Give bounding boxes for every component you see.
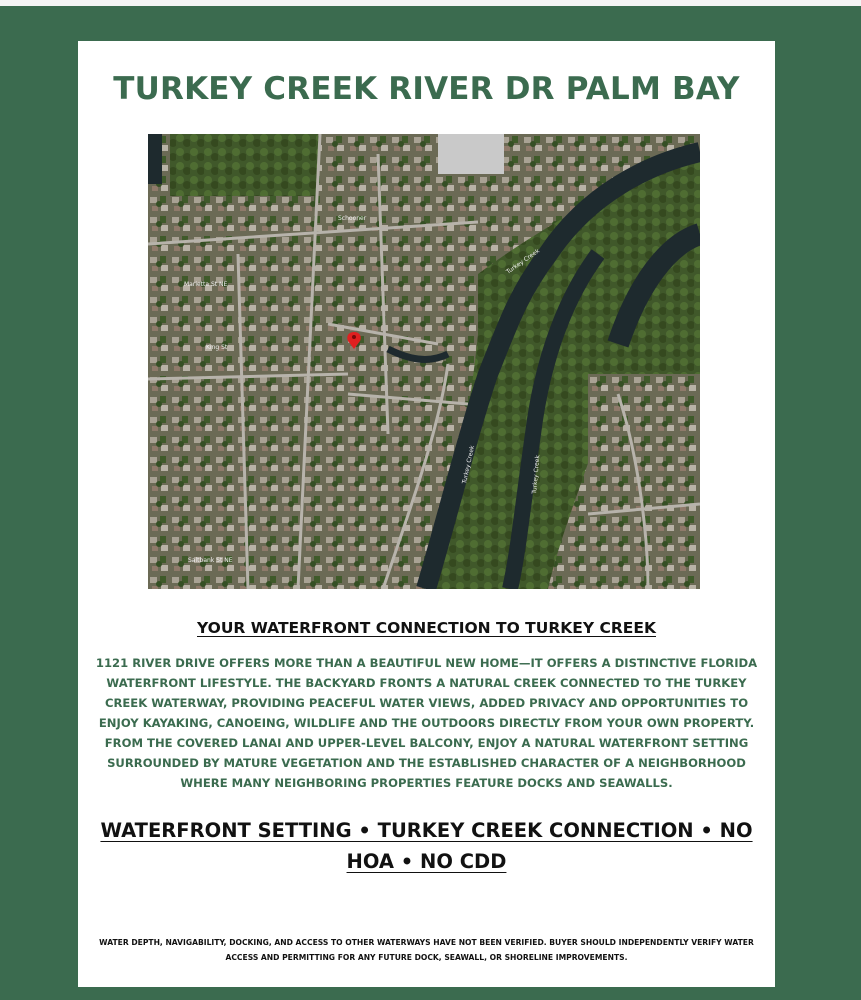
top-strip — [0, 0, 861, 6]
map-label-turkey-creek-2: Turkey Creek — [461, 444, 477, 485]
east-neighborhood — [588, 374, 700, 589]
map-label-saltbank: Saltbank St NE — [188, 557, 233, 564]
highlights-banner — [78, 815, 775, 877]
section-heading: YOUR WATERFRONT CONNECTION TO TURKEY CREEK — [197, 619, 656, 637]
map-label-king-st: King St — [206, 344, 228, 351]
commercial-building — [438, 134, 504, 174]
disclaimer-text: WATER DEPTH, NAVIGABILITY, DOCKING, AND ACCESS TO OTHER WATERWAYS HAVE NOT BEEN VERIFIED. BUYER SHOULD INDEPENDENTLY VERIFY WATER ACCESS AND PERMITTING FOR ANY FUTURE DOCK, SEAWALL, OR SHORELINE IMPROVEMENTS. — [99, 938, 754, 962]
forest-area — [170, 134, 318, 196]
description-paragraph-1: 1121 RIVER DRIVE OFFERS MORE THAN A BEAUTIFUL NEW HOME—IT OFFERS A DISTINCTIVE FLORIDA WATERFRONT LIFESTYLE. THE BACKYARD FRONTS A NATURAL CREEK CONNECTED TO THE TURKEY CREEK WATERWAY, PROVIDING PEACEFUL WATER VIEWS, ADDED PRIVACY AND OPPORTUNITIES TO ENJOY KAYAKING, CANOEING, WILDLIFE AND THE OUTDOORS DIRECTLY FROM YOUR OWN PROPERTY. — [95, 656, 758, 730]
map-label-turkey-creek-1: Turkey Creek — [505, 247, 541, 276]
map-label-turkey-creek-3: Turkey Creek — [531, 454, 542, 495]
highlights-text: WATERFRONT SETTING • TURKEY CREEK CONNECTION • NO HOA • NO CDD — [100, 819, 753, 873]
pond — [148, 134, 162, 184]
aerial-map-image — [148, 134, 700, 589]
map-label-schooner: Schooner — [338, 215, 367, 222]
page-title: TURKEY CREEK RIVER DR PALM BAY — [113, 71, 740, 107]
aerial-map-svg — [148, 134, 700, 589]
map-label-marietta: Marietta St NE — [184, 281, 228, 288]
flyer-page — [78, 41, 775, 987]
description-paragraph-2: FROM THE COVERED LANAI AND UPPER-LEVEL BALCONY, ENJOY A NATURAL WATERFRONT SETTING SURROUNDED BY MATURE VEGETATION AND THE ESTABLISHED CHARACTER OF A NEIGHBORHOOD WHERE MANY NEIGHBORING PROPERTIES FEATURE DOCKS AND SEAWALLS. — [104, 736, 749, 790]
description-text — [84, 653, 769, 793]
